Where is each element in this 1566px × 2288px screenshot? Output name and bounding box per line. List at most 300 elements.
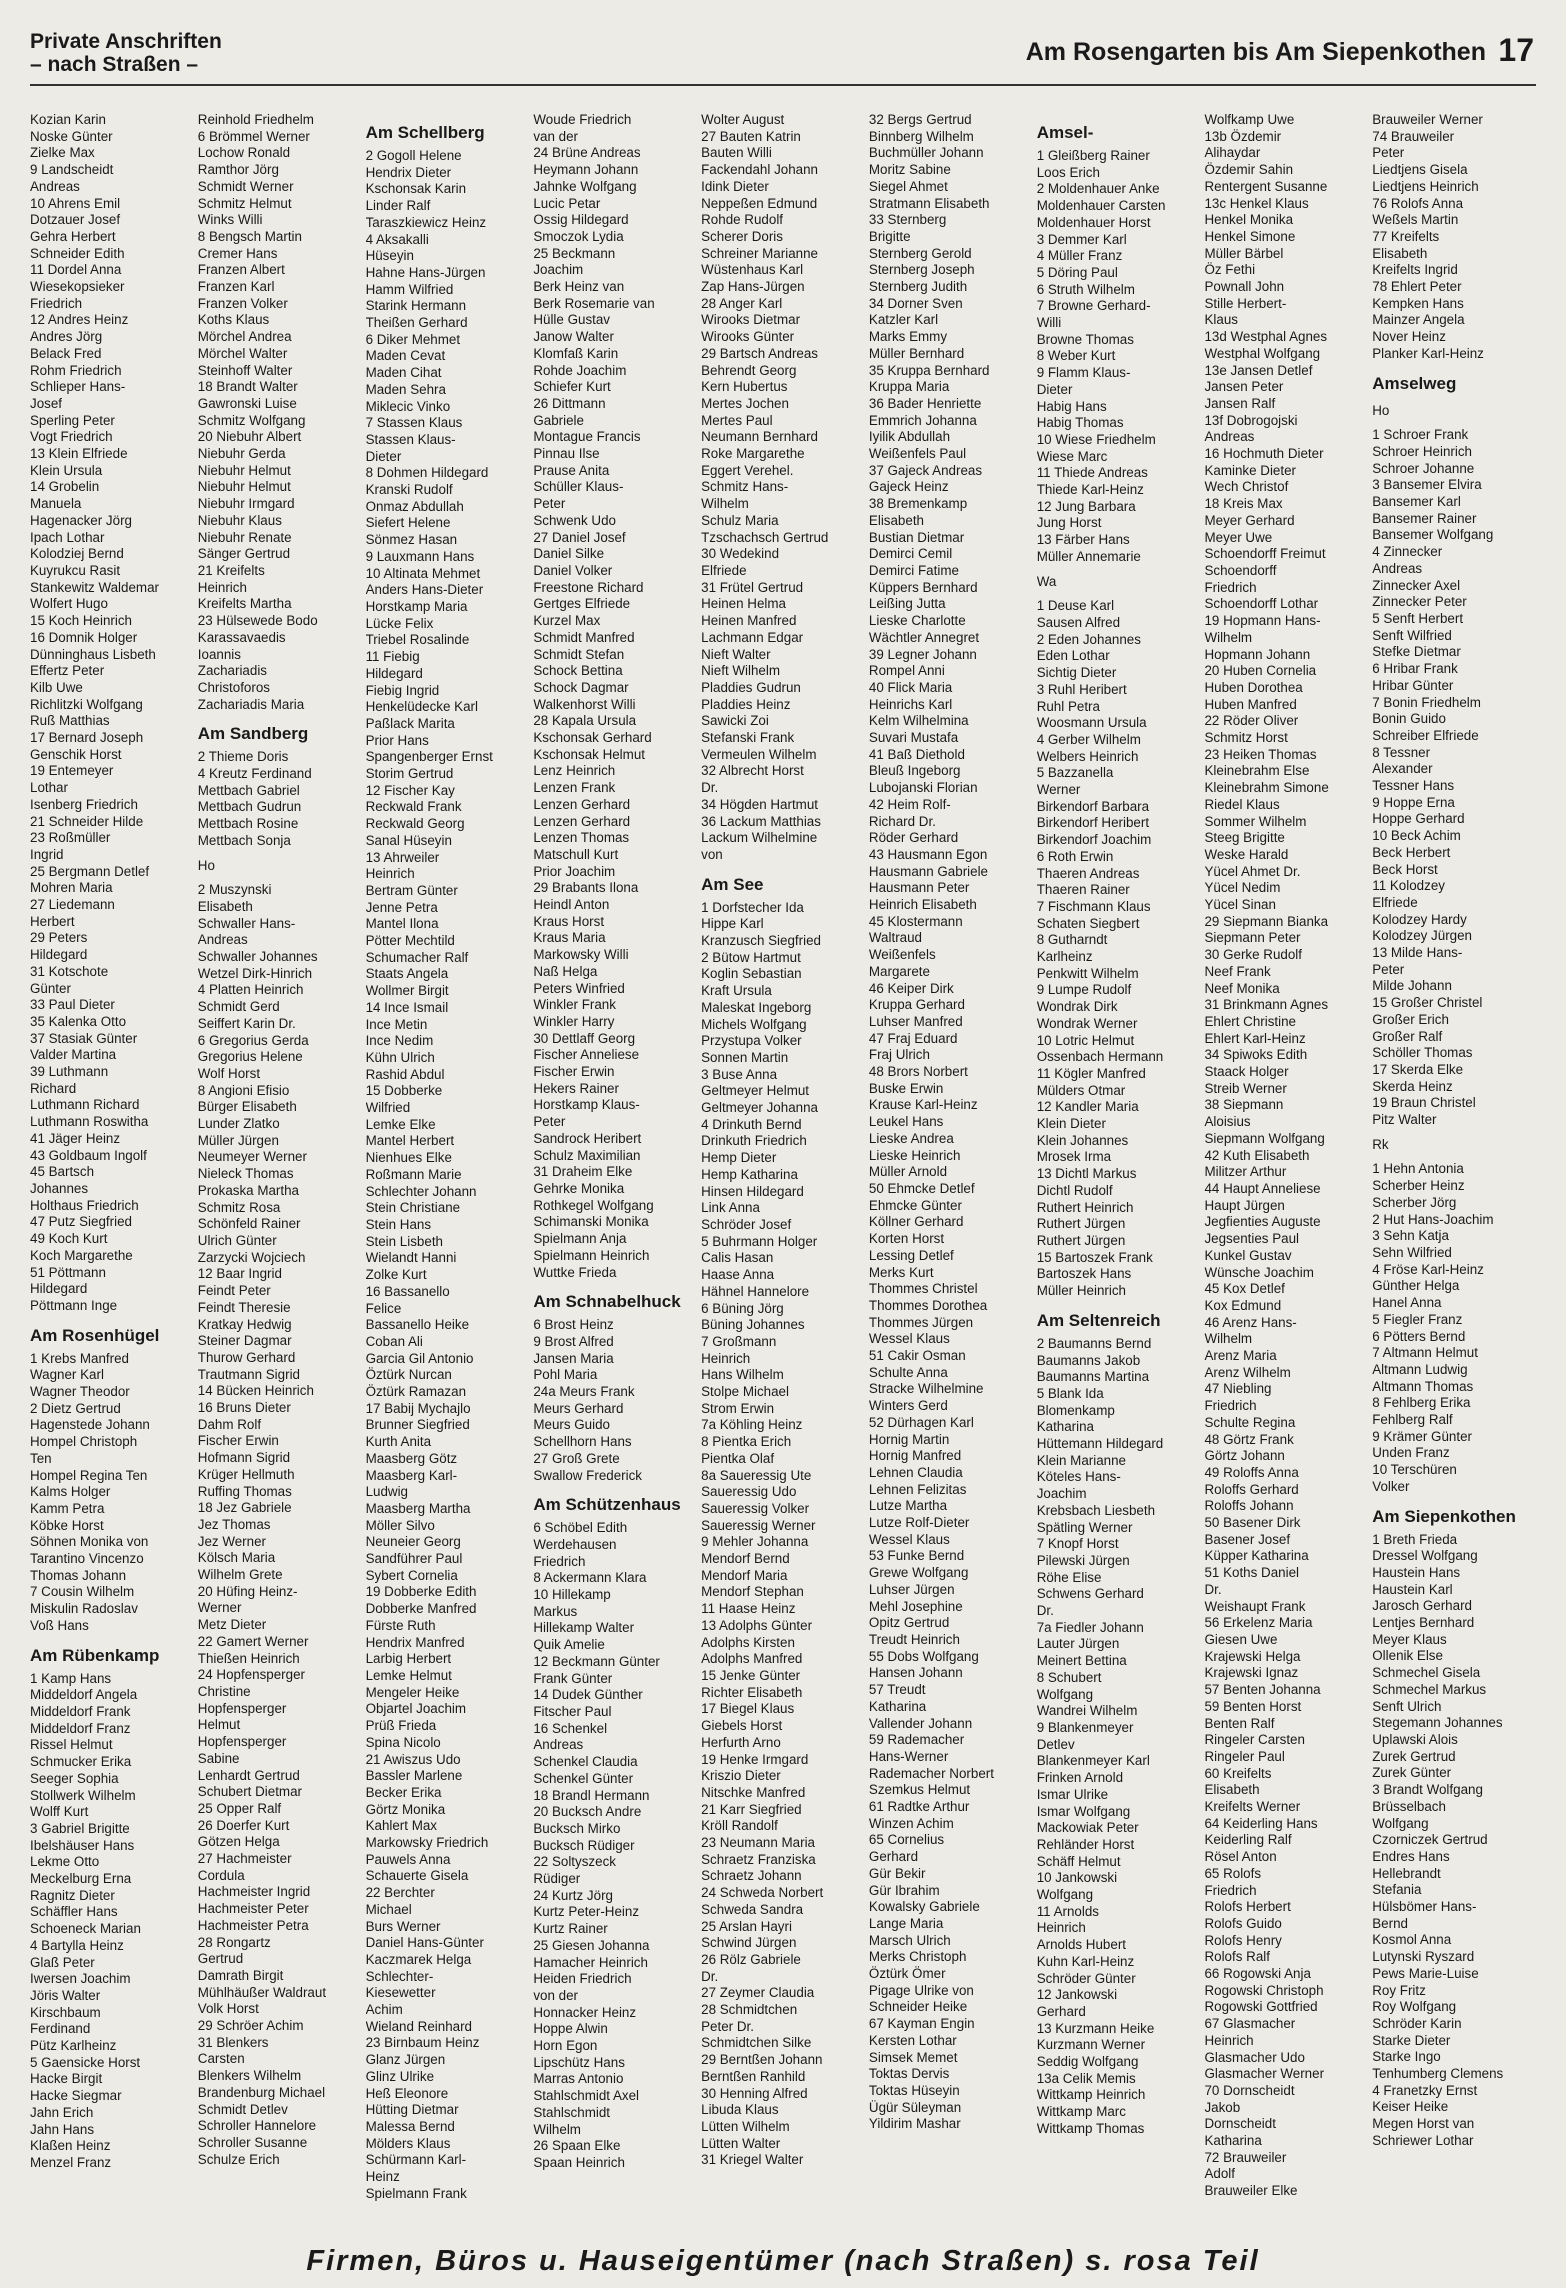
resident-entry: Lessing Detlef: [868, 1247, 954, 1263]
resident-entry: 5 Gaensicke Horst: [30, 2054, 141, 2070]
resident-entry: Wondrak Werner: [1036, 1015, 1138, 1031]
resident-entry: Wiesekopsieker: [30, 279, 125, 295]
resident-entry: Starink Hermann: [365, 298, 467, 314]
resident-entry: 67 Kayman Engin: [868, 2016, 975, 2032]
resident-entry: Mantel Herbert: [365, 1133, 455, 1149]
resident-entry: Peter: [1372, 961, 1405, 977]
resident-entry: Neef Monika: [1204, 980, 1280, 996]
resident-entry: Schmitz Hans-: [701, 479, 789, 495]
resident-entry: Wiese Marc: [1036, 448, 1108, 464]
resident-entry: 65 Rolofs: [1204, 1865, 1262, 1881]
resident-entry: Kraft Ursula: [701, 983, 772, 999]
resident-entry: Hanel Anna: [1372, 1295, 1442, 1311]
resident-entry: Brüsselbach: [1372, 1798, 1446, 1814]
resident-entry: Sausen Alfred: [1036, 614, 1121, 630]
resident-entry: Karassavaedis: [197, 629, 286, 645]
resident-entry: Thommes Dorothea: [868, 1297, 988, 1313]
resident-entry: Przystupa Volker: [701, 1033, 802, 1049]
resident-entry: Werner: [197, 1600, 242, 1616]
resident-entry: Weishaupt Frank: [1204, 1598, 1306, 1614]
resident-entry: Jakob: [1204, 2099, 1241, 2115]
resident-entry: Mühlhäußer Waldraut: [197, 1984, 327, 2000]
resident-entry: Katharina: [868, 1698, 927, 1714]
resident-entry: Ruß Matthias: [30, 713, 110, 729]
resident-entry: 13d Westphal Agnes: [1204, 329, 1328, 345]
resident-entry: Belack Fred: [30, 345, 102, 361]
resident-entry: Klein Dieter: [1036, 1116, 1106, 1132]
resident-entry: 43 Hausmann Egon: [868, 846, 988, 862]
resident-entry: Mantel Ilona: [365, 916, 439, 932]
resident-entry: Schreiner Marianne: [701, 245, 818, 261]
resident-entry: Klaus: [1204, 312, 1238, 328]
resident-entry: Prior Hans: [365, 732, 429, 748]
district-code: Ho: [1372, 402, 1390, 418]
resident-entry: Müller Jürgen: [197, 1132, 279, 1148]
resident-entry: Kraus Maria: [533, 930, 606, 946]
resident-entry: Burs Werner: [365, 1918, 441, 1934]
resident-entry: Gertrud: [197, 1951, 244, 1967]
resident-entry: Jez Thomas: [197, 1516, 271, 1532]
resident-entry: Brigitte: [868, 228, 911, 244]
resident-entry: Richlitzki Wolfgang: [30, 696, 143, 712]
resident-entry: 6 Brömmel Werner: [197, 128, 310, 144]
resident-entry: Köbke Horst: [30, 1517, 104, 1533]
resident-entry: Katzler Karl: [868, 312, 939, 328]
resident-entry: Steinhoff Walter: [197, 362, 293, 378]
resident-entry: Saueressig Volker: [701, 1500, 810, 1516]
resident-entry: Wuttke Frieda: [533, 1264, 617, 1280]
resident-entry: Elfriede: [701, 562, 747, 578]
resident-entry: Alexander: [1372, 761, 1433, 777]
resident-entry: Hülsbömer Hans-: [1372, 1899, 1477, 1915]
resident-entry: 32 Bergs Gertrud: [868, 112, 972, 127]
resident-entry: Birkendorf Heribert: [1036, 815, 1150, 831]
resident-entry: Schraetz Franziska: [701, 1851, 816, 1867]
resident-entry: Pitz Walter: [1372, 1112, 1437, 1128]
resident-entry: 1 Deuse Karl: [1036, 598, 1115, 614]
resident-entry: Gerhard: [1036, 2003, 1086, 2019]
resident-entry: Fitscher Paul: [533, 1703, 612, 1719]
resident-entry: Hellebrandt: [1372, 1865, 1441, 1881]
resident-entry: Toktas Hüseyin: [868, 2082, 960, 2098]
resident-entry: Schlechter Johann: [365, 1183, 477, 1199]
resident-entry: Ulrich Günter: [197, 1233, 277, 1248]
resident-entry: 41 Baß Diethold: [868, 746, 965, 762]
resident-entry: 7a Fiedler Johann: [1036, 1619, 1144, 1635]
resident-entry: Lieske Charlotte: [868, 613, 966, 629]
resident-entry: Ringeler Paul: [1204, 1748, 1285, 1764]
resident-entry: Simsek Memet: [868, 2049, 958, 2065]
resident-entry: Bernd: [1372, 1915, 1408, 1931]
resident-entry: Becker Erika: [365, 1784, 442, 1800]
resident-entry: Helmut: [197, 1717, 241, 1733]
resident-entry: Schmitz Horst: [1204, 730, 1288, 746]
resident-entry: 13 Färber Hans: [1036, 532, 1130, 548]
resident-entry: 17 Babij Mychajlo: [365, 1400, 471, 1416]
resident-entry: Manuela: [30, 496, 82, 512]
resident-entry: Demirci Fatime: [868, 562, 959, 578]
resident-entry: 6 Gregorius Gerda: [197, 1032, 309, 1048]
resident-entry: Küpper Katharina: [1204, 1548, 1309, 1564]
resident-entry: Kurth Anita: [365, 1434, 432, 1450]
resident-entry: 48 Brors Norbert: [868, 1064, 968, 1080]
resident-entry: 23 Heiken Thomas: [1204, 746, 1317, 762]
resident-entry: Hans-Werner: [868, 1748, 949, 1764]
resident-entry: Kraus Horst: [533, 913, 605, 929]
resident-entry: 29 Siepmann Bianka: [1204, 913, 1329, 929]
resident-entry: Klein Ursula: [30, 462, 103, 478]
resident-entry: Daniel Hans-Günter: [365, 1935, 484, 1951]
resident-entry: 13 Milde Hans-: [1372, 945, 1463, 961]
resident-entry: Meurs Guido: [533, 1417, 610, 1433]
resident-entry: Wittkamp Marc: [1036, 2104, 1126, 2120]
resident-entry: Möller Silvo: [365, 1517, 435, 1533]
resident-entry: Volk Horst: [197, 2001, 259, 2017]
district-code: Wa: [1036, 573, 1057, 589]
resident-entry: Schimanski Monika: [533, 1214, 649, 1230]
resident-entry: Suvari Mustafa: [868, 730, 959, 746]
street-heading: Am Seltenreich: [1036, 1310, 1161, 1330]
resident-entry: Daniel Silke: [533, 546, 605, 562]
resident-entry: Jansen Peter: [1204, 379, 1284, 395]
resident-entry: 45 Klostermann: [868, 913, 963, 929]
resident-entry: 31 Blenkers: [197, 2034, 269, 2050]
resident-entry: 12 Fischer Kay: [365, 782, 455, 798]
resident-entry: 9 Brost Alfred: [533, 1333, 614, 1349]
resident-entry: 57 Treudt: [868, 1682, 926, 1698]
resident-entry: 31 Brinkmann Agnes: [1204, 997, 1329, 1013]
resident-entry: Eggert Verehel.: [701, 462, 794, 478]
resident-entry: 11 Arnolds: [1036, 1903, 1099, 1919]
resident-entry: 6 Schöbel Edith: [533, 1520, 628, 1536]
resident-entry: 9 Flamm Klaus-: [1036, 365, 1131, 381]
resident-entry: 2 Eden Johannes: [1036, 631, 1141, 647]
resident-entry: Jegfienties Auguste: [1204, 1214, 1321, 1230]
resident-entry: Niebuhr Irmgard: [197, 496, 295, 512]
resident-entry: 34 Spiwoks Edith: [1204, 1047, 1308, 1063]
resident-entry: 56 Erkelenz Maria: [1204, 1615, 1313, 1631]
resident-entry: Meckelburg Erna: [30, 1871, 132, 1887]
resident-entry: Jarosch Gerhard: [1372, 1598, 1472, 1614]
resident-entry: 24 Schweda Norbert: [701, 1885, 824, 1901]
resident-entry: Paßlack Marita: [365, 715, 455, 731]
resident-entry: 10 Terschüren: [1372, 1462, 1457, 1478]
resident-entry: 6 Pötters Bernd: [1372, 1328, 1466, 1344]
resident-entry: Rashid Abdul: [365, 1066, 445, 1082]
resident-entry: Nienhues Elke: [365, 1150, 452, 1166]
resident-entry: 28 Schmidtchen: [701, 2002, 798, 2018]
resident-entry: Zachariadis Maria: [197, 696, 305, 712]
resident-entry: Thiede Karl-Heinz: [1036, 482, 1144, 498]
resident-entry: Dr.: [1036, 1603, 1054, 1619]
resident-entry: Stolpe Michael: [701, 1384, 789, 1400]
resident-entry: Wolfgang: [1036, 1887, 1094, 1903]
resident-entry: Franzen Albert: [197, 262, 285, 278]
resident-entry: Thaeren Rainer: [1036, 882, 1130, 898]
district-code: Rk: [1372, 1136, 1389, 1152]
resident-entry: Wieland Reinhard: [365, 2018, 473, 2034]
resident-entry: Genschik Horst: [30, 746, 122, 762]
resident-entry: 16 Schenkel: [533, 1720, 608, 1736]
resident-entry: Mettbach Gudrun: [197, 799, 302, 815]
resident-entry: Meyer Uwe: [1204, 529, 1273, 545]
resident-entry: Joachim: [1036, 1486, 1087, 1502]
resident-entry: Lothar: [30, 780, 68, 796]
resident-entry: Buske Erwin: [868, 1080, 944, 1096]
resident-entry: 26 Dittmann: [533, 395, 606, 411]
resident-entry: Schulte Anna: [868, 1364, 948, 1380]
resident-entry: Kiesewetter: [365, 1985, 436, 2001]
resident-entry: 15 Jenke Günter: [701, 1667, 801, 1683]
resident-entry: Richard: [30, 1080, 77, 1096]
resident-entry: Rogowski Christoph: [1204, 1982, 1324, 1998]
resident-entry: Glaß Peter: [30, 1954, 95, 1970]
resident-entry: 29 Peters: [30, 930, 88, 946]
resident-entry: Krebsbach Liesbeth: [1036, 1502, 1156, 1518]
resident-entry: Jansen Maria: [533, 1350, 614, 1366]
resident-entry: von der: [533, 1987, 579, 2003]
resident-entry: 4 Gerber Wilhelm: [1036, 731, 1141, 747]
resident-entry: 18 Kreis Max: [1204, 496, 1283, 512]
resident-entry: Wolfert Hugo: [30, 596, 108, 612]
resident-entry: Calis Hasan: [701, 1250, 774, 1266]
resident-entry: Kruppa Maria: [868, 379, 950, 395]
resident-entry: Maasberg Götz: [365, 1450, 458, 1466]
resident-entry: 9 Krämer Günter: [1372, 1428, 1472, 1444]
resident-entry: Mülders Otmar: [1036, 1082, 1126, 1098]
resident-entry: Herfurth Arno: [701, 1734, 781, 1750]
resident-entry: Winkler Frank: [533, 997, 616, 1013]
resident-entry: 4 Aksakalli: [365, 231, 429, 247]
resident-entry: Kalms Holger: [30, 1484, 111, 1500]
resident-entry: 13 Kurzmann Heike: [1036, 2020, 1155, 2036]
resident-entry: Prüß Frieda: [365, 1718, 437, 1734]
resident-entry: 25 Bergmann Detlef: [30, 863, 150, 879]
resident-entry: Hillekamp Walter: [533, 1620, 635, 1636]
resident-entry: Isenberg Friedrich: [30, 796, 138, 812]
resident-entry: Wielandt Hanni: [365, 1250, 457, 1266]
resident-entry: 2 Bütow Hartmut: [701, 949, 801, 965]
resident-entry: Kozian Karin: [30, 112, 106, 127]
resident-entry: Starke Dieter: [1372, 2032, 1451, 2048]
resident-entry: Grewe Wolfgang: [868, 1565, 969, 1581]
resident-entry: 5 Bazzanella: [1036, 765, 1114, 781]
resident-entry: Mackowiak Peter: [1036, 1820, 1139, 1836]
resident-entry: Planker Karl-Heinz: [1372, 345, 1484, 361]
resident-entry: Glasmacher Udo: [1204, 2049, 1305, 2065]
resident-entry: Heinrichs Karl: [868, 696, 953, 712]
resident-entry: Roy Wolfgang: [1372, 1999, 1457, 2015]
resident-entry: Elisabeth: [1372, 245, 1428, 261]
resident-entry: Wolf Horst: [197, 1065, 261, 1081]
resident-entry: Tarantino Vincenzo: [30, 1551, 144, 1567]
resident-entry: Kahlert Max: [365, 1818, 438, 1834]
resident-entry: Friedrich: [533, 1553, 586, 1569]
resident-entry: Kelm Wilhelmina: [868, 713, 969, 729]
resident-entry: 33 Sternberg: [868, 212, 947, 228]
resident-entry: Kirschbaum: [30, 2004, 101, 2020]
resident-entry: Woosmann Ursula: [1036, 715, 1147, 731]
resident-entry: Schmitz Wolfgang: [197, 412, 306, 428]
street-heading: Am See: [701, 874, 764, 894]
resident-entry: Ludwig: [365, 1484, 408, 1500]
resident-entry: Eden Lothar: [1036, 648, 1110, 664]
resident-entry: 3 Demmer Karl: [1036, 231, 1127, 247]
resident-entry: Ince Metin: [365, 1016, 428, 1032]
resident-entry: Lauter Jürgen: [1036, 1636, 1120, 1652]
resident-entry: Elfriede: [1372, 894, 1418, 910]
resident-entry: 24 Hopfensperger: [197, 1667, 305, 1683]
resident-entry: Hornig Martin: [868, 1431, 950, 1447]
resident-entry: Stein Hans: [365, 1217, 432, 1232]
resident-entry: Felice: [365, 1300, 402, 1316]
resident-entry: Stefania: [1372, 1882, 1422, 1898]
resident-entry: 22 Röder Oliver: [1204, 713, 1299, 729]
resident-entry: 14 Bücken Heinrich: [197, 1383, 314, 1399]
resident-entry: Wondrak Dirk: [1036, 999, 1118, 1015]
resident-entry: 47 Fraj Eduard: [868, 1030, 958, 1046]
resident-entry: 31 Draheim Elke: [533, 1164, 633, 1180]
resident-entry: 4 Kreutz Ferdinand: [197, 766, 312, 782]
resident-entry: 25 Arslan Hayri: [701, 1918, 792, 1934]
resident-entry: Hülle Gustav: [533, 312, 610, 328]
resident-entry: 1 Krebs Manfred: [30, 1350, 129, 1366]
resident-entry: 19 Henke Irmgard: [701, 1751, 809, 1767]
resident-entry: Ingrid: [30, 846, 64, 862]
resident-entry: Wagner Karl: [30, 1367, 104, 1383]
resident-entry: Kolodzey Jürgen: [1372, 928, 1472, 944]
resident-entry: Kersten Lothar: [868, 2032, 957, 2048]
street-heading: Am Schnabelhuck: [533, 1292, 681, 1312]
resident-entry: Dichtl Rudolf: [1036, 1182, 1113, 1198]
resident-entry: Vogt Friedrich: [30, 429, 113, 445]
resident-entry: 1 Dorfstecher Ida: [701, 899, 804, 915]
resident-entry: Zinnecker Axel: [1372, 577, 1461, 593]
resident-entry: Westphal Wolfgang: [1204, 345, 1321, 361]
resident-entry: Maden Cevat: [365, 348, 446, 364]
resident-entry: Mendorf Stephan: [701, 1584, 804, 1600]
resident-entry: Gerhard: [868, 1849, 919, 1865]
resident-entry: Niebuhr Klaus: [197, 512, 282, 528]
resident-entry: Luhser Jürgen: [868, 1581, 955, 1597]
resident-entry: Basener Josef: [1204, 1531, 1291, 1547]
resident-entry: Bauten Willi: [701, 145, 772, 161]
resident-entry: 11 Thiede Andreas: [1036, 465, 1148, 481]
resident-entry: 7 Großmann: [701, 1333, 777, 1349]
resident-entry: Achim: [365, 2002, 403, 2018]
resident-entry: Maden Sehra: [365, 381, 446, 397]
resident-entry: Ringeler Carsten: [1204, 1732, 1305, 1748]
resident-entry: 65 Cornelius: [868, 1832, 945, 1848]
resident-entry: Wessel Klaus: [868, 1531, 950, 1547]
resident-entry: Schiefer Kurt: [533, 379, 611, 395]
resident-entry: Krajewski Helga: [1204, 1648, 1301, 1664]
resident-entry: 13f Dobrogojski: [1204, 412, 1298, 428]
resident-entry: Schoendorff: [1204, 562, 1277, 578]
resident-entry: Schulze Erich: [197, 2151, 280, 2167]
resident-entry: Lentjes Bernhard: [1372, 1615, 1475, 1631]
section-label: [30, 30, 222, 76]
resident-entry: Sommer Wilhelm: [1204, 813, 1307, 829]
resident-entry: Feindt Theresie: [197, 1299, 291, 1315]
resident-entry: Markus: [533, 1603, 578, 1619]
resident-entry: Montague Francis: [533, 429, 641, 445]
resident-entry: Hopmann Johann: [1204, 646, 1311, 662]
resident-entry: Pladdies Heinz: [701, 696, 791, 712]
directory-column: [1204, 112, 1372, 2242]
resident-entry: Mendorf Maria: [701, 1567, 788, 1583]
resident-entry: 21 Schneider Hilde: [30, 813, 144, 829]
resident-entry: Henkelüdecke Karl: [365, 699, 478, 715]
resident-entry: Bürger Elisabeth: [197, 1099, 297, 1115]
resident-entry: Quik Amelie: [533, 1637, 605, 1653]
resident-entry: 57 Benten Johanna: [1204, 1682, 1321, 1698]
resident-entry: Lemke Elke: [365, 1116, 436, 1132]
resident-entry: Heymann Johann: [533, 162, 639, 178]
resident-entry: Stracke Wilhelmine: [868, 1381, 984, 1397]
resident-entry: Ehmcke Günter: [868, 1197, 962, 1213]
resident-entry: 23 Roßmüller: [30, 830, 111, 846]
resident-entry: 30 Wedekind: [701, 546, 780, 562]
resident-entry: Dahm Rolf: [197, 1416, 262, 1432]
resident-entry: Gehra Herbert: [30, 228, 116, 244]
resident-entry: Sternberg Gerold: [868, 245, 972, 261]
resident-entry: Sawicki Zoi: [701, 713, 769, 729]
resident-entry: Willi: [1036, 315, 1062, 331]
resident-entry: Idink Dieter: [701, 178, 769, 194]
resident-entry: Sönmez Hasan: [365, 532, 458, 548]
resident-entry: 76 Rolofs Anna: [1372, 195, 1464, 211]
resident-entry: Hans Wilhelm: [701, 1367, 784, 1383]
resident-entry: Lenzen Thomas: [533, 830, 630, 846]
resident-entry: Heinz: [365, 2169, 400, 2185]
resident-entry: Peter: [533, 496, 566, 512]
resident-entry: Lange Maria: [868, 1915, 944, 1931]
resident-entry: 8 Angioni Efisio: [197, 1082, 290, 1098]
resident-entry: Schwind Jürgen: [701, 1935, 797, 1951]
resident-entry: Ruthert Jürgen: [1036, 1233, 1126, 1248]
resident-entry: Loos Erich: [1036, 164, 1100, 180]
resident-entry: 10 Hillekamp: [533, 1587, 611, 1603]
resident-entry: Schäff Helmut: [1036, 1853, 1121, 1869]
resident-entry: Schlechter-: [365, 1968, 434, 1984]
resident-entry: Müller Bärbel: [1204, 245, 1284, 261]
resident-entry: Hausmann Gabriele: [868, 863, 988, 879]
resident-entry: Reinhold Friedhelm: [197, 112, 314, 127]
resident-entry: Schellhorn Hans: [533, 1434, 632, 1450]
resident-entry: Birkendorf Joachim: [1036, 832, 1152, 848]
street-heading: Amsel-: [1036, 123, 1094, 142]
resident-entry: Schumacher Ralf: [365, 949, 469, 965]
resident-entry: Schmidt Detlev: [197, 2101, 288, 2117]
resident-entry: Ince Nedim: [365, 1033, 434, 1049]
resident-entry: 15 Bartoszek Frank: [1036, 1249, 1153, 1265]
resident-entry: Larbig Herbert: [365, 1651, 452, 1667]
resident-entry: 64 Keiderling Hans: [1204, 1815, 1318, 1831]
resident-entry: Pownall John: [1204, 279, 1285, 295]
resident-entry: Hemp Dieter: [701, 1150, 777, 1166]
resident-entry: Götzen Helga: [197, 1834, 280, 1850]
resident-entry: Drinkuth Friedrich: [701, 1133, 807, 1149]
resident-entry: Schweda Sandra: [701, 1901, 804, 1917]
resident-entry: Ibelshäuser Hans: [30, 1837, 135, 1853]
resident-entry: Szemkus Helmut: [868, 1782, 971, 1798]
resident-entry: Damrath Birgit: [197, 1967, 284, 1983]
resident-entry: 74 Brauweiler: [1372, 128, 1455, 144]
directory-column: [198, 112, 366, 2242]
resident-entry: 22 Berchter: [365, 1885, 435, 1901]
resident-entry: 18 Brandl Hermann: [533, 1787, 650, 1803]
